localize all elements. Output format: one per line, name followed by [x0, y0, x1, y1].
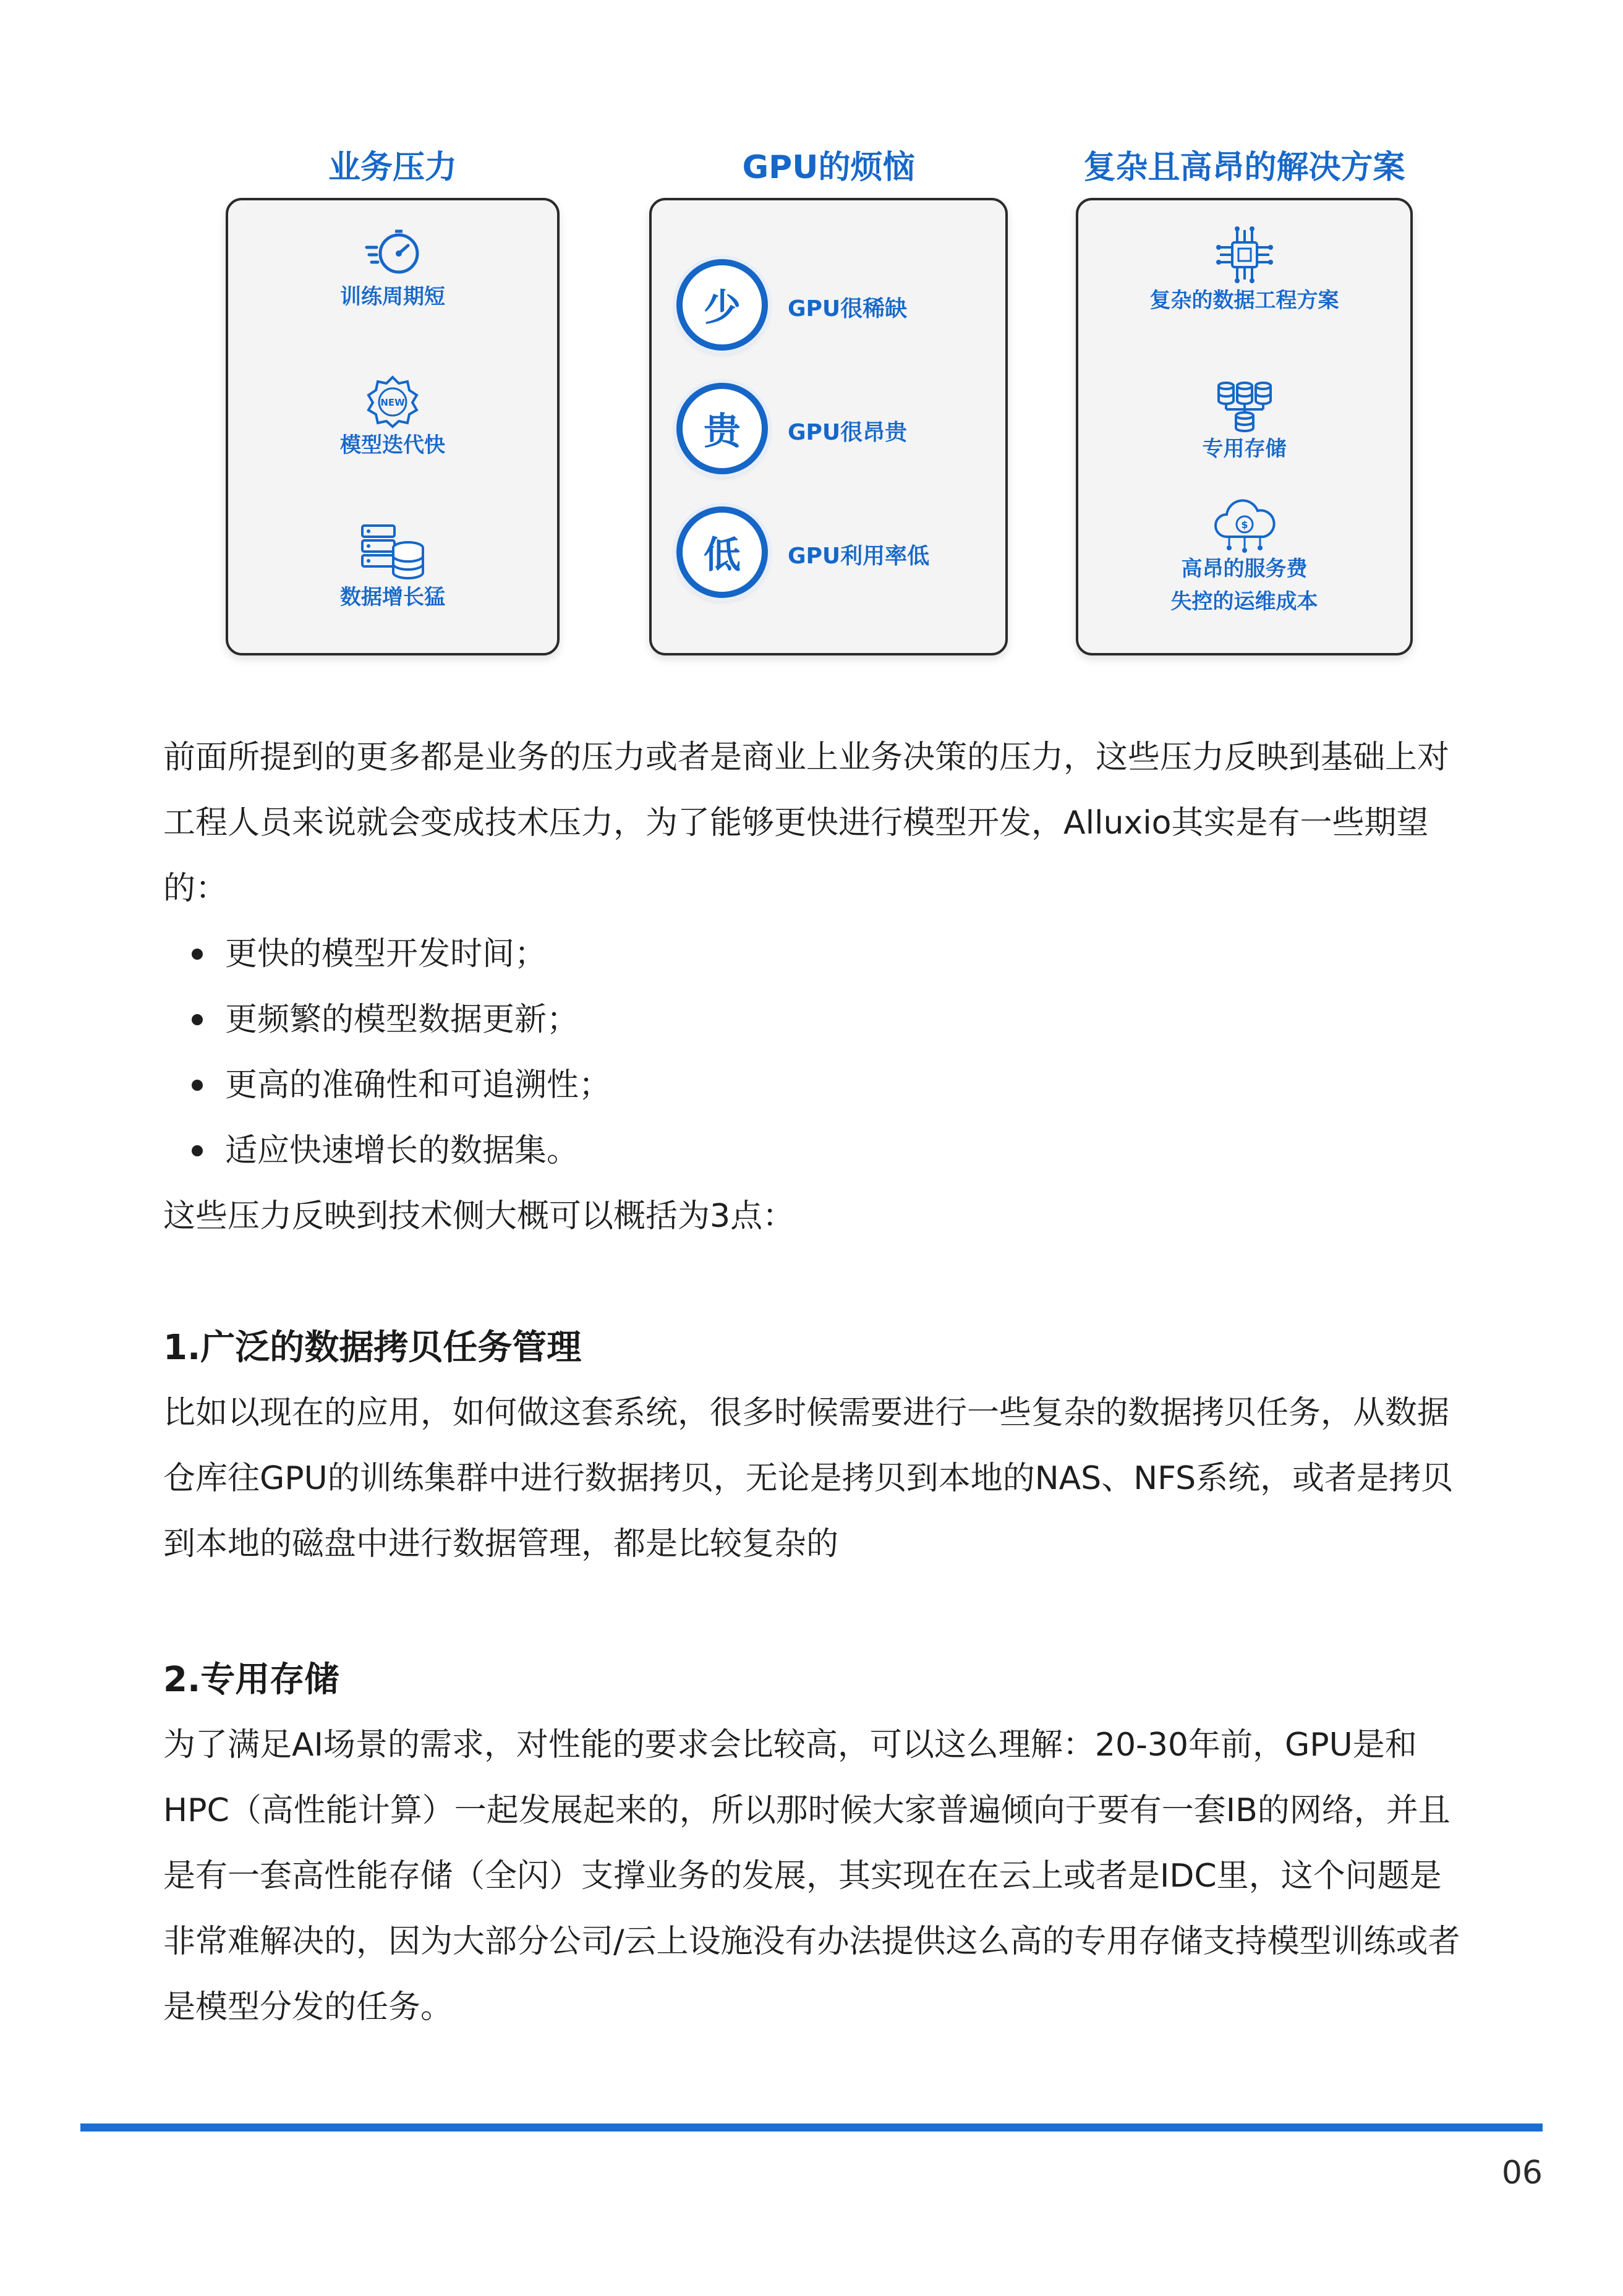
gpu-trouble-card — [649, 198, 1008, 655]
gpu-expensive-label: GPU很昂贵 — [788, 420, 908, 445]
solution-item-label-2: 失控的运维成本 — [1170, 589, 1318, 614]
solution-title: 复杂且高昂的解决方案 — [1083, 149, 1405, 186]
solution-item-data-engineering — [1078, 225, 1410, 317]
list-item: 适应快速增长的数据集。 — [163, 1118, 1462, 1184]
gpu-scarce-row — [652, 259, 1005, 352]
page-number: 06 — [1501, 2154, 1543, 2191]
list-item: 更频繁的模型数据更新； — [163, 987, 1462, 1052]
business-item-label: 训练周期短 — [340, 284, 445, 309]
business-item-label: 数据增长猛 — [340, 585, 445, 610]
solution-item-label: 高昂的服务费 — [1181, 557, 1308, 581]
list-item: 更快的模型开发时间； — [163, 921, 1462, 987]
section2-paragraph: 为了满足AI场景的需求，对性能的要求会比较高，可以这么理解：20-30年前，GPU是和HPC（高性能计算）一起发展起来的，所以那时候大家普遍倾向于要有一套IB的网络，并且是有一套高性能存储（全闪）支撑业务的发展，其实现在在云上或者是IDC里，这个问题是非常难解决的，因为大部分公司/云上设施没有办法提供这么高的专用存储支持模型训练或者是模型分发的任务。 — [163, 1726, 1460, 2026]
expectation-list — [163, 921, 1462, 1184]
business-pressure-title: 业务压力 — [328, 149, 457, 186]
svg-text:$: $ — [1240, 519, 1248, 531]
speedometer-icon — [362, 225, 424, 281]
low-badge: 低 — [676, 506, 768, 598]
solution-item-label: 专用存储 — [1202, 437, 1287, 461]
intro-paragraph: 前面所提到的更多都是业务的压力或者是商业上业务决策的压力，这些压力反映到基础上对工程人员来说就会变成技术压力，为了能够更快进行模型开发，Alluxio其实是有一些期望的： — [163, 739, 1450, 907]
business-pressure-card — [226, 198, 560, 655]
gpu-expensive-row — [652, 383, 1005, 476]
gpu-low-util-label: GPU利用率低 — [788, 544, 930, 569]
scarce-badge: 少 — [676, 259, 768, 351]
solution-item-dedicated-storage — [1078, 380, 1410, 466]
business-item-label: 模型迭代快 — [340, 433, 445, 458]
chip-icon — [1215, 225, 1274, 284]
business-item-data-growth — [228, 522, 557, 614]
summary-paragraph: 这些压力反映到技术侧大概可以概括为3点： — [163, 1198, 795, 1235]
expensive-badge: 贵 — [676, 383, 768, 474]
cloud-cost-icon — [1211, 497, 1279, 553]
new-badge-icon — [365, 373, 420, 429]
solution-item-label: 复杂的数据工程方案 — [1149, 288, 1339, 313]
storage-array-icon — [1214, 380, 1276, 433]
solution-item-service-cost — [1078, 497, 1410, 618]
gpu-scarce-label: GPU很稀缺 — [788, 296, 908, 322]
gpu-low-util-row — [652, 506, 1005, 599]
solution-card — [1076, 198, 1413, 655]
section2-heading: 2.专用存储 — [163, 1660, 339, 1700]
database-server-icon — [359, 522, 427, 581]
gpu-trouble-title: GPU的烦恼 — [742, 149, 915, 186]
list-item: 更高的准确性和可追溯性； — [163, 1052, 1462, 1118]
section1-paragraph: 比如以现在的应用，如何做这套系统，很多时候需要进行一些复杂的数据拷贝任务，从数据仓库往GPU的训练集群中进行数据拷贝，无论是拷贝到本地的NAS、NFS系统，或者是拷贝到本地的磁盘中进行数据管理，都是比较复杂的 — [163, 1394, 1454, 1563]
svg-text:NEW: NEW — [380, 397, 405, 408]
footer-rule — [80, 2123, 1543, 2132]
section1-heading: 1.广泛的数据拷贝任务管理 — [163, 1328, 582, 1368]
business-item-training — [228, 225, 557, 314]
business-item-iteration — [228, 373, 557, 462]
